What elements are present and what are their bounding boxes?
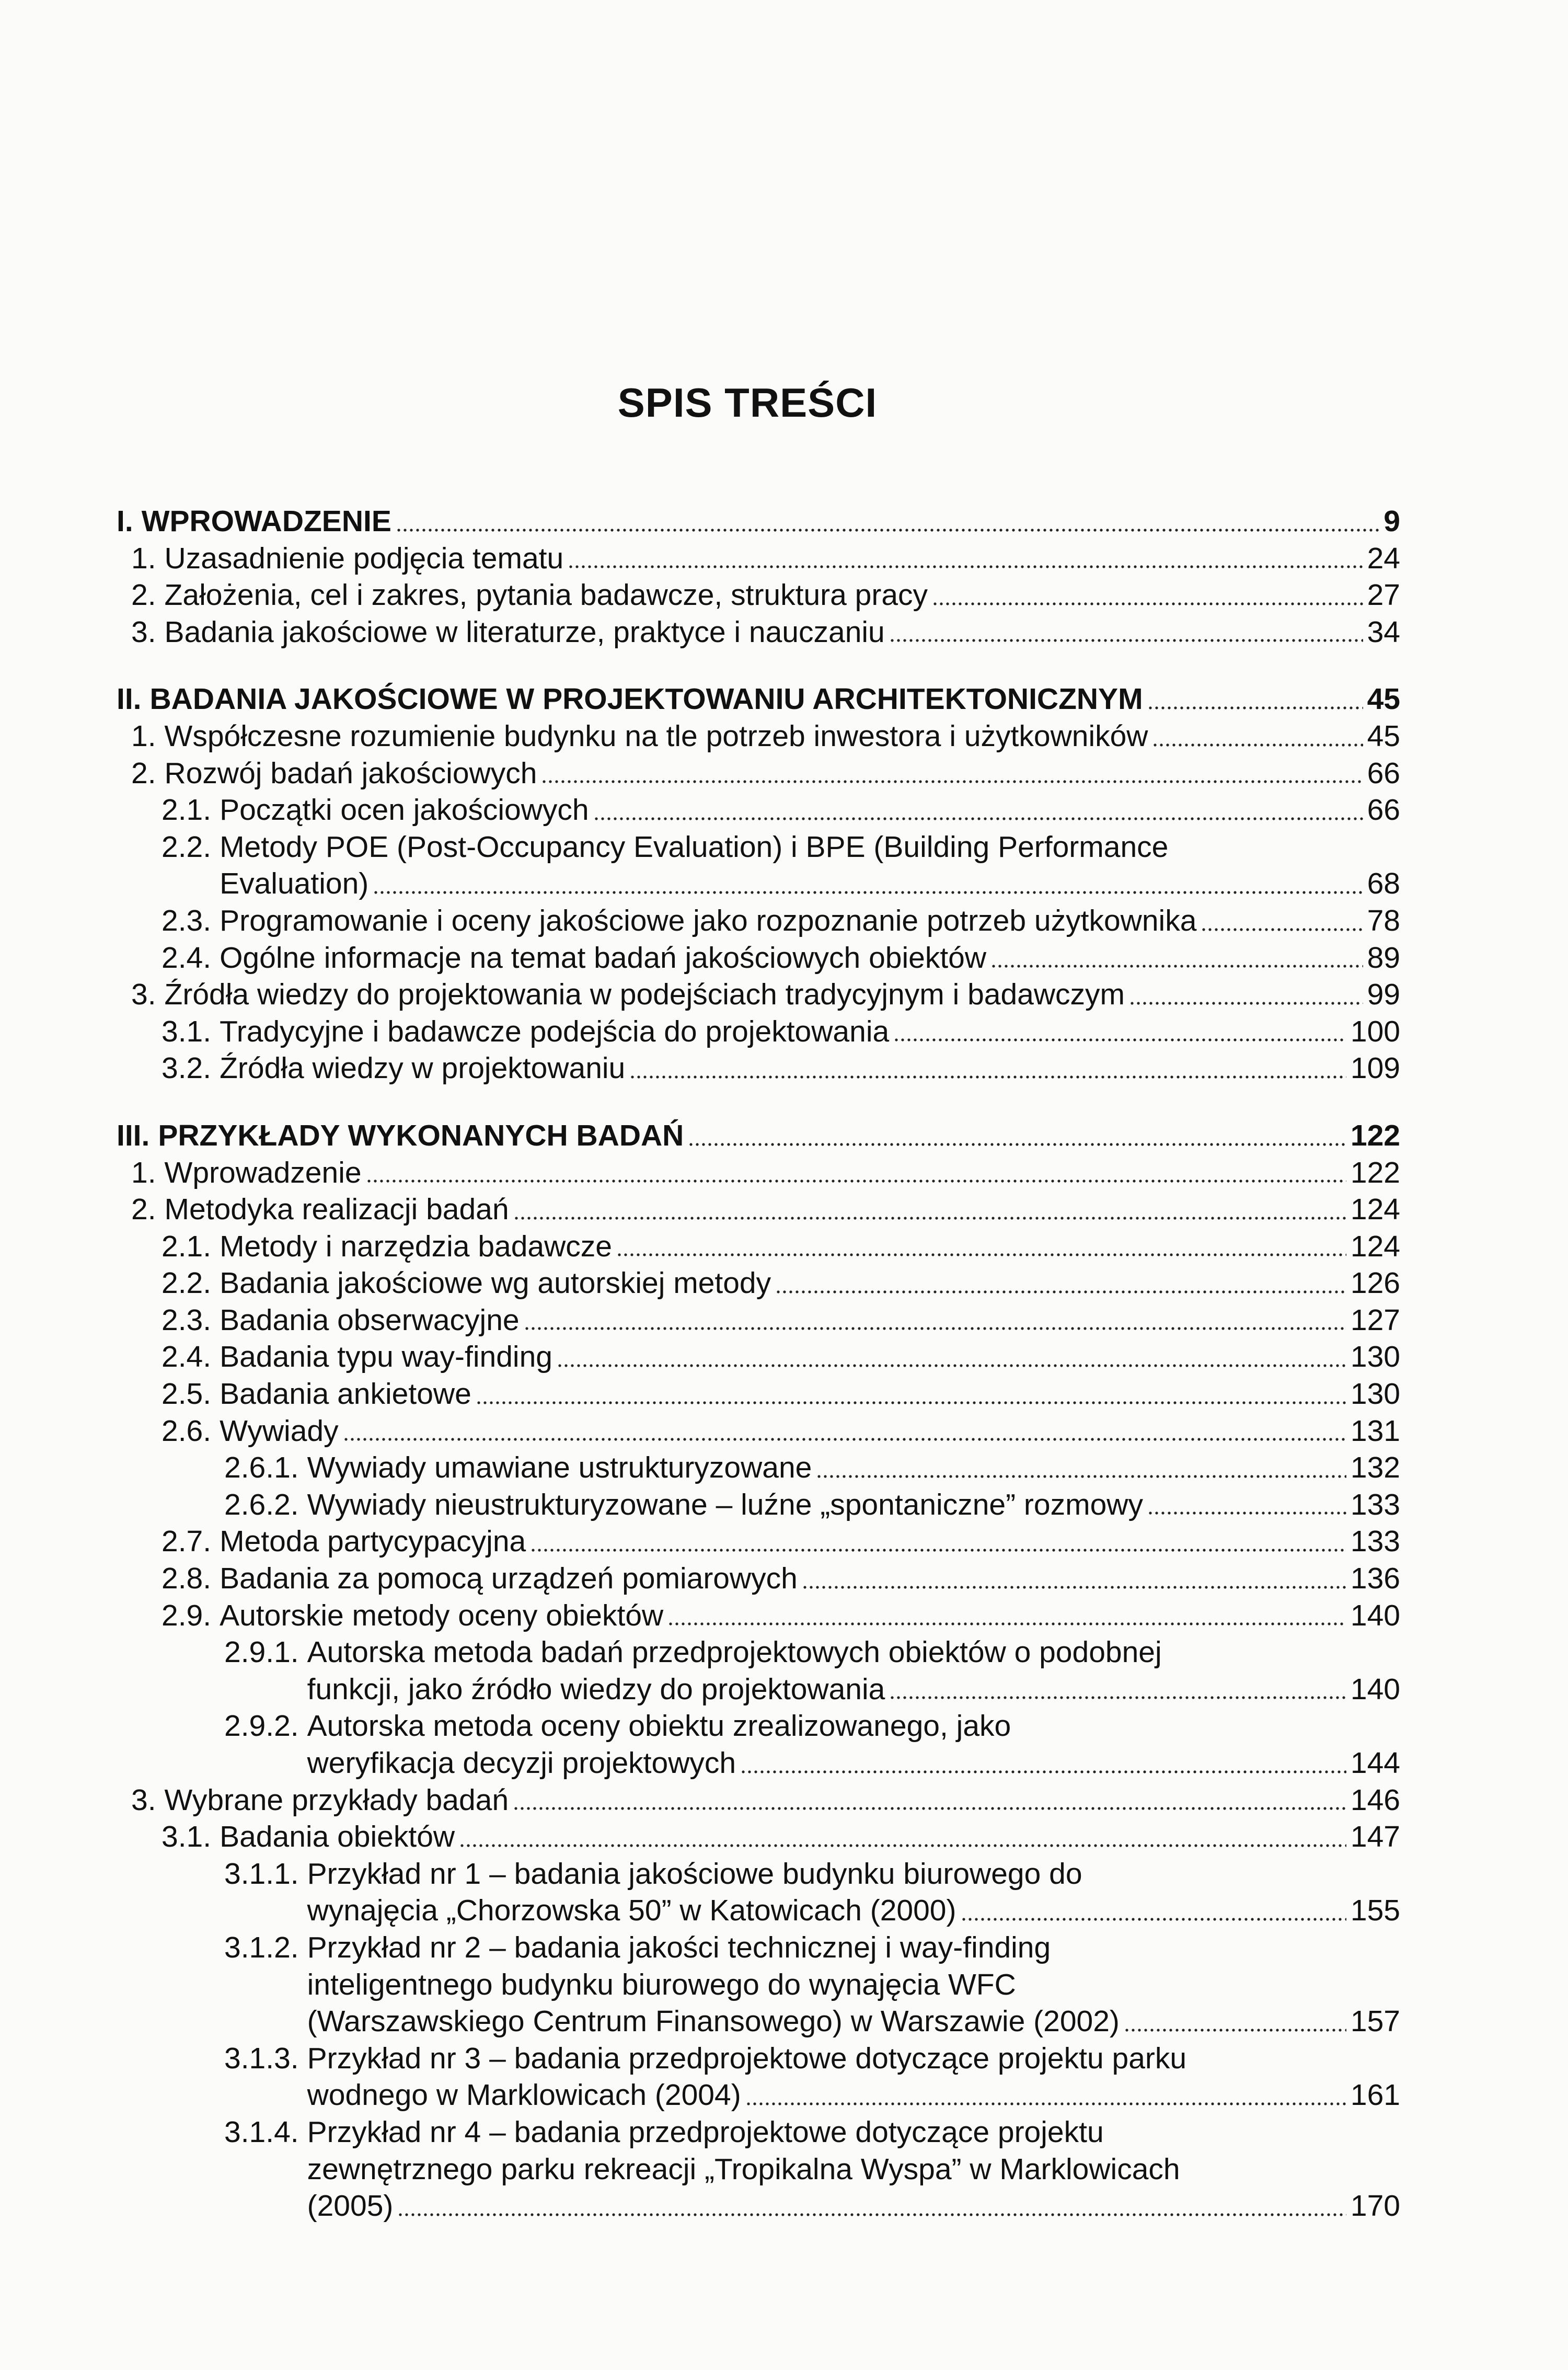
entry-title-line: Źródła wiedzy w projektowaniu: [220, 1051, 626, 1085]
entry-title-line: wynajęcia „Chorzowska 50” w Katowicach (2000): [307, 1894, 956, 1928]
toc-entry: [117, 540, 1400, 577]
entry-text: [220, 1413, 1400, 1450]
entry-last-line: [165, 540, 1400, 577]
entry-last-line: [220, 1338, 1400, 1376]
toc-entry: [117, 1013, 1400, 1050]
entry-title-line: Współczesne rozumienie budynku na tle potrzeb inwestora i użytkowników: [164, 719, 1148, 753]
page-title: SPIS TREŚCI: [617, 380, 878, 426]
entry-number: 2.: [131, 578, 156, 612]
page-number: 170: [1350, 2189, 1400, 2223]
dot-leader: [1152, 718, 1363, 755]
entry-text: [220, 940, 1400, 977]
dot-leader: [1129, 976, 1363, 1013]
page-number: 78: [1367, 903, 1400, 937]
entry-title-line: Programowanie i oceny jakościowe jako rozpoznanie potrzeb użytkownika: [220, 903, 1197, 937]
toc-entry: [117, 1050, 1400, 1087]
entry-text: [220, 1228, 1400, 1265]
entry-title-line: Tradycyjne i badawcze podejścia do projektowania: [220, 1014, 890, 1048]
entry-title-line: Wywiady: [220, 1414, 339, 1448]
toc-entry: [117, 577, 1400, 614]
entry-title-line: Evaluation): [220, 867, 369, 901]
entry-number: 3.1.3.: [224, 2041, 299, 2075]
entry-title-line: Wywiady nieustrukturyzowane – luźne „spontaniczne” rozmowy: [307, 1487, 1143, 1521]
dot-leader: [513, 1191, 1346, 1228]
entry-last-line: [220, 1302, 1400, 1339]
entry-text: [165, 1154, 1400, 1192]
entry-last-line: [165, 1154, 1400, 1192]
entry-text: [220, 1818, 1400, 1856]
entry-text: [165, 976, 1400, 1013]
entry-title-line: Wprowadzenie: [164, 1155, 362, 1189]
entry-text: [165, 718, 1400, 755]
entry-last-line: [165, 718, 1400, 755]
entry-title-line: Wywiady umawiane ustrukturyzowane: [307, 1451, 812, 1485]
entry-title-line: Badania jakościowe wg autorskiej metody: [220, 1266, 771, 1300]
dot-leader: [932, 577, 1363, 614]
toc-entry: [117, 902, 1400, 940]
entry-number: 2.6.2.: [224, 1487, 299, 1521]
entry-title-line: Założenia, cel i zakres, pytania badawcze, struktura pracy: [164, 578, 928, 612]
entry-title-line: Metodyka realizacji badań: [164, 1193, 509, 1227]
toc-entry: [117, 1376, 1400, 1413]
page-number: 122: [1350, 1118, 1400, 1152]
entry-number: III.: [117, 1118, 150, 1152]
toc-entry: [117, 614, 1400, 651]
entry-number: 2.1.: [162, 793, 212, 827]
entry-title-line: weryfikacja decyzji projektowych: [307, 1746, 736, 1780]
dot-leader: [524, 1302, 1346, 1339]
entry-number: 2.7.: [162, 1525, 212, 1559]
page-number: 130: [1350, 1340, 1400, 1374]
entry-text: [220, 1523, 1400, 1560]
entry-last-line: [307, 1671, 1400, 1708]
entry-title-line: Badania typu way-finding: [220, 1340, 552, 1374]
entry-title-line: (Warszawskiego Centrum Finansowego) w Warszawie (2002): [307, 2005, 1120, 2039]
entry-title-line: Rozwój badań jakościowych: [164, 756, 537, 790]
page-number: 24: [1367, 541, 1400, 575]
entry-last-line: [307, 2188, 1400, 2225]
entry-number: 3.1.1.: [224, 1857, 299, 1891]
entry-text: [142, 503, 1400, 540]
page-number: 124: [1350, 1193, 1400, 1227]
dot-leader: [889, 614, 1363, 651]
dot-leader: [530, 1523, 1346, 1560]
entry-text: [307, 1449, 1400, 1486]
page-number: 109: [1350, 1051, 1400, 1085]
entry-title-line: zewnętrznego parku rekreacji „Tropikalna Wyspa” w Marklowicach: [307, 2152, 1180, 2186]
entry-title-line: Źródła wiedzy do projektowania w podejściach tradycyjnym i badawczym: [164, 978, 1125, 1012]
page-number: 131: [1350, 1414, 1400, 1448]
dot-leader: [961, 1892, 1346, 1929]
entry-text: [220, 1338, 1400, 1376]
entry-number: 2.: [131, 1193, 156, 1227]
page-number: 157: [1350, 2005, 1400, 2039]
entry-number: 2.3.: [162, 903, 212, 937]
entry-last-line: [220, 1013, 1400, 1050]
entry-text: [165, 755, 1400, 792]
toc-entry: [117, 1117, 1400, 1154]
entry-text: [165, 577, 1400, 614]
page-number: 133: [1350, 1525, 1400, 1559]
toc-entry: [117, 1523, 1400, 1560]
toc-entry: [117, 1929, 1400, 2040]
page-number: 133: [1350, 1487, 1400, 1521]
toc-entry: [117, 1597, 1400, 1634]
dot-leader: [990, 940, 1363, 977]
entry-title-line: (2005): [307, 2189, 394, 2223]
entry-title-line: Ogólne informacje na temat badań jakościowych obiektów: [220, 941, 987, 975]
toc-entry: [117, 755, 1400, 792]
entry-title-line: Badania ankietowe: [220, 1377, 471, 1411]
page-number: 66: [1367, 793, 1400, 827]
entry-last-line: [150, 681, 1400, 718]
dot-leader: [629, 1050, 1346, 1087]
toc-entry: [117, 1228, 1400, 1265]
entry-number: 1.: [131, 719, 156, 753]
entry-number: 3.1.: [162, 1014, 212, 1048]
page-number: 124: [1350, 1229, 1400, 1263]
entry-last-line: [307, 1892, 1400, 1929]
entry-last-line: [220, 940, 1400, 977]
entry-number: 3.: [131, 978, 156, 1012]
entry-number: 2.2.: [162, 1266, 212, 1300]
entry-number: 1.: [131, 1155, 156, 1189]
page-number: 147: [1350, 1820, 1400, 1854]
entry-title-line: Przykład nr 4 – badania przedprojektowe dotyczące projektu: [307, 2115, 1104, 2149]
entry-title-line: Autorskie metody oceny obiektów: [220, 1598, 664, 1632]
dot-leader: [802, 1560, 1346, 1597]
entry-last-line: [220, 1265, 1400, 1302]
entry-number: 2.9.1.: [224, 1635, 299, 1669]
page-number: 89: [1367, 941, 1400, 975]
toc-entry: [117, 1486, 1400, 1524]
entry-number: I.: [117, 505, 133, 538]
entry-text: [307, 1634, 1400, 1708]
entry-number: 2.8.: [162, 1562, 212, 1596]
page-number: 136: [1350, 1562, 1400, 1596]
entry-title-line: Autorska metoda badań przedprojektowych obiektów o podobnej: [307, 1635, 1162, 1669]
entry-last-line: [220, 1228, 1400, 1265]
entry-title-line: Autorska metoda oceny obiektu zrealizowanego, jako: [307, 1709, 1011, 1743]
entry-text: [150, 681, 1400, 718]
dot-leader: [816, 1449, 1346, 1486]
page-number: 9: [1383, 505, 1400, 538]
dot-leader: [740, 1745, 1346, 1782]
entry-last-line: [220, 902, 1400, 940]
entry-number: 2.5.: [162, 1377, 212, 1411]
entry-text: [158, 1117, 1400, 1154]
page-number: 127: [1350, 1303, 1400, 1337]
toc-entry: [117, 1338, 1400, 1376]
entry-text: [165, 1191, 1400, 1228]
dot-leader: [396, 503, 1379, 540]
entry-text: [307, 1856, 1400, 1929]
entry-title-line: Metody POE (Post-Occupancy Evaluation) i BPE (Building Performance: [220, 830, 1169, 864]
toc-entry: [117, 1265, 1400, 1302]
entry-title-line: Przykład nr 1 – badania jakościowe budynku biurowego do: [307, 1857, 1082, 1891]
page-number: 66: [1367, 756, 1400, 790]
entry-number: 3.1.4.: [224, 2115, 299, 2149]
entry-title-line: Wybrane przykłady badań: [164, 1783, 509, 1817]
entry-title-line: Początki ocen jakościowych: [220, 793, 589, 827]
page-number: 34: [1367, 615, 1400, 649]
entry-text: [220, 1376, 1400, 1413]
dot-leader: [889, 1671, 1346, 1708]
page-number: 144: [1350, 1746, 1400, 1780]
entry-text: [165, 1782, 1400, 1819]
page-number: 130: [1350, 1377, 1400, 1411]
dot-leader: [476, 1376, 1346, 1413]
toc-entry: [117, 1413, 1400, 1450]
entry-number: 3.1.: [162, 1820, 212, 1854]
dot-leader: [513, 1782, 1346, 1819]
dot-leader: [568, 540, 1363, 577]
dot-leader: [1147, 1486, 1346, 1524]
dot-leader: [459, 1818, 1346, 1856]
page-number: 45: [1367, 719, 1400, 753]
entry-title-line: Przykład nr 2 – badania jakości technicznej i way-finding: [307, 1930, 1051, 1964]
entry-text: [220, 1050, 1400, 1087]
dot-leader: [745, 2077, 1346, 2114]
entry-last-line: [220, 1413, 1400, 1450]
entry-number: 1.: [131, 541, 156, 575]
page-number: 122: [1350, 1155, 1400, 1189]
entry-title-line: Uzasadnienie podjęcia tematu: [164, 541, 564, 575]
entry-last-line: [220, 1597, 1400, 1634]
page-number: 100: [1350, 1014, 1400, 1048]
entry-number: 3.2.: [162, 1051, 212, 1085]
dot-leader: [593, 792, 1363, 829]
page-number: 126: [1350, 1266, 1400, 1300]
page-number: 27: [1367, 578, 1400, 612]
entry-last-line: [307, 2077, 1400, 2114]
toc-entry: [117, 2114, 1400, 2225]
toc-entry: [117, 503, 1400, 540]
toc-entry: [117, 1154, 1400, 1192]
entry-title-line: wodnego w Marklowicach (2004): [307, 2078, 741, 2112]
page-number: 132: [1350, 1451, 1400, 1485]
entry-title-line: WPROWADZENIE: [141, 505, 391, 538]
toc-entry: [117, 792, 1400, 829]
toc-entry: [117, 1818, 1400, 1856]
entry-last-line: [307, 1745, 1400, 1782]
entry-text: [220, 1013, 1400, 1050]
page-number: 99: [1367, 978, 1400, 1012]
entry-text: [307, 1486, 1400, 1524]
page-number: 155: [1350, 1894, 1400, 1928]
dot-leader: [667, 1597, 1346, 1634]
entry-text: [220, 1560, 1400, 1597]
dot-leader: [373, 865, 1363, 902]
entry-text: [220, 1597, 1400, 1634]
page-number: 68: [1367, 867, 1400, 901]
entry-number: 2.9.: [162, 1598, 212, 1632]
entry-last-line: [220, 792, 1400, 829]
dot-leader: [688, 1117, 1346, 1154]
entry-number: II.: [117, 682, 142, 716]
toc-entry: [117, 1856, 1400, 1929]
entry-number: 2.3.: [162, 1303, 212, 1337]
toc-entry: [117, 976, 1400, 1013]
dot-leader: [616, 1228, 1346, 1265]
page-number: 140: [1350, 1672, 1400, 1706]
toc-entry: [117, 1560, 1400, 1597]
toc-entry: [117, 1634, 1400, 1708]
entry-text: [220, 829, 1400, 902]
entry-number: 2.6.: [162, 1414, 212, 1448]
entry-last-line: [220, 1376, 1400, 1413]
entry-number: 2.6.1.: [224, 1451, 299, 1485]
dot-leader: [366, 1154, 1346, 1192]
page-number: 140: [1350, 1598, 1400, 1632]
entry-title-line: BADANIA JAKOŚCIOWE W PROJEKTOWANIU ARCHITEKTONICZNYM: [149, 682, 1143, 716]
entry-last-line: [307, 1486, 1400, 1524]
entry-last-line: [165, 976, 1400, 1013]
entry-title-line: PRZYKŁADY WYKONANYCH BADAŃ: [158, 1118, 684, 1152]
entry-number: 2.1.: [162, 1229, 212, 1263]
entry-title-line: Badania za pomocą urządzeń pomiarowych: [220, 1562, 798, 1596]
entry-last-line: [165, 1782, 1400, 1819]
entry-text: [307, 2114, 1400, 2225]
page-number: 161: [1350, 2078, 1400, 2112]
entry-last-line: [220, 865, 1400, 902]
toc-entry: [117, 1302, 1400, 1339]
toc-entry: [117, 1449, 1400, 1486]
toc-entry: [117, 2040, 1400, 2114]
entry-text: [220, 1302, 1400, 1339]
page-number: 146: [1350, 1783, 1400, 1817]
entry-title-line: inteligentnego budynku biurowego do wynajęcia WFC: [307, 1967, 1016, 2001]
entry-last-line: [158, 1117, 1400, 1154]
entry-text: [220, 902, 1400, 940]
dot-leader: [343, 1413, 1346, 1450]
entry-text: [220, 792, 1400, 829]
entry-number: 2.4.: [162, 1340, 212, 1374]
entry-text: [165, 540, 1400, 577]
dot-leader: [775, 1265, 1346, 1302]
entry-text: [307, 1929, 1400, 2040]
entry-title-line: Badania obserwacyjne: [220, 1303, 520, 1337]
entry-text: [220, 1265, 1400, 1302]
toc-section: [117, 681, 1400, 1087]
toc-entry: [117, 681, 1400, 718]
entry-last-line: [165, 1191, 1400, 1228]
entry-text: [307, 1708, 1400, 1781]
entry-last-line: [307, 2003, 1400, 2040]
entry-number: 3.: [131, 615, 156, 649]
entry-title-line: Badania jakościowe w literaturze, praktyce i nauczaniu: [164, 615, 885, 649]
entry-last-line: [220, 1560, 1400, 1597]
dot-leader: [1201, 902, 1363, 940]
toc-entry: [117, 940, 1400, 977]
dot-leader: [1147, 681, 1363, 718]
toc-entry: [117, 1708, 1400, 1781]
entry-last-line: [165, 614, 1400, 651]
entry-number: 2.: [131, 756, 156, 790]
page-number: 45: [1367, 682, 1400, 716]
entry-number: 3.: [131, 1783, 156, 1817]
toc-section: [117, 503, 1400, 650]
dot-leader: [557, 1338, 1346, 1376]
dot-leader: [893, 1013, 1346, 1050]
entry-last-line: [165, 577, 1400, 614]
entry-last-line: [307, 1449, 1400, 1486]
entry-text: [307, 2040, 1400, 2114]
entry-number: 2.4.: [162, 941, 212, 975]
toc-section: [117, 1117, 1400, 2225]
entry-title-line: Metoda partycypacyjna: [220, 1525, 526, 1559]
table-of-contents: [117, 503, 1400, 2255]
entry-last-line: [142, 503, 1400, 540]
entry-last-line: [220, 1523, 1400, 1560]
dot-leader: [1124, 2003, 1346, 2040]
entry-text: [165, 614, 1400, 651]
toc-entry: [117, 1782, 1400, 1819]
toc-entry: [117, 829, 1400, 902]
entry-last-line: [220, 1050, 1400, 1087]
toc-entry: [117, 718, 1400, 755]
entry-title-line: Badania obiektów: [220, 1820, 455, 1854]
entry-number: 3.1.2.: [224, 1930, 299, 1964]
dot-leader: [397, 2188, 1346, 2225]
entry-title-line: funkcji, jako źródło wiedzy do projektowania: [307, 1672, 885, 1706]
entry-last-line: [165, 755, 1400, 792]
dot-leader: [541, 755, 1363, 792]
entry-number: 2.9.2.: [224, 1709, 299, 1743]
toc-entry: [117, 1191, 1400, 1228]
entry-title-line: Metody i narzędzia badawcze: [220, 1229, 612, 1263]
entry-number: 2.2.: [162, 830, 212, 864]
entry-title-line: Przykład nr 3 – badania przedprojektowe dotyczące projektu parku: [307, 2041, 1187, 2075]
entry-last-line: [220, 1818, 1400, 1856]
